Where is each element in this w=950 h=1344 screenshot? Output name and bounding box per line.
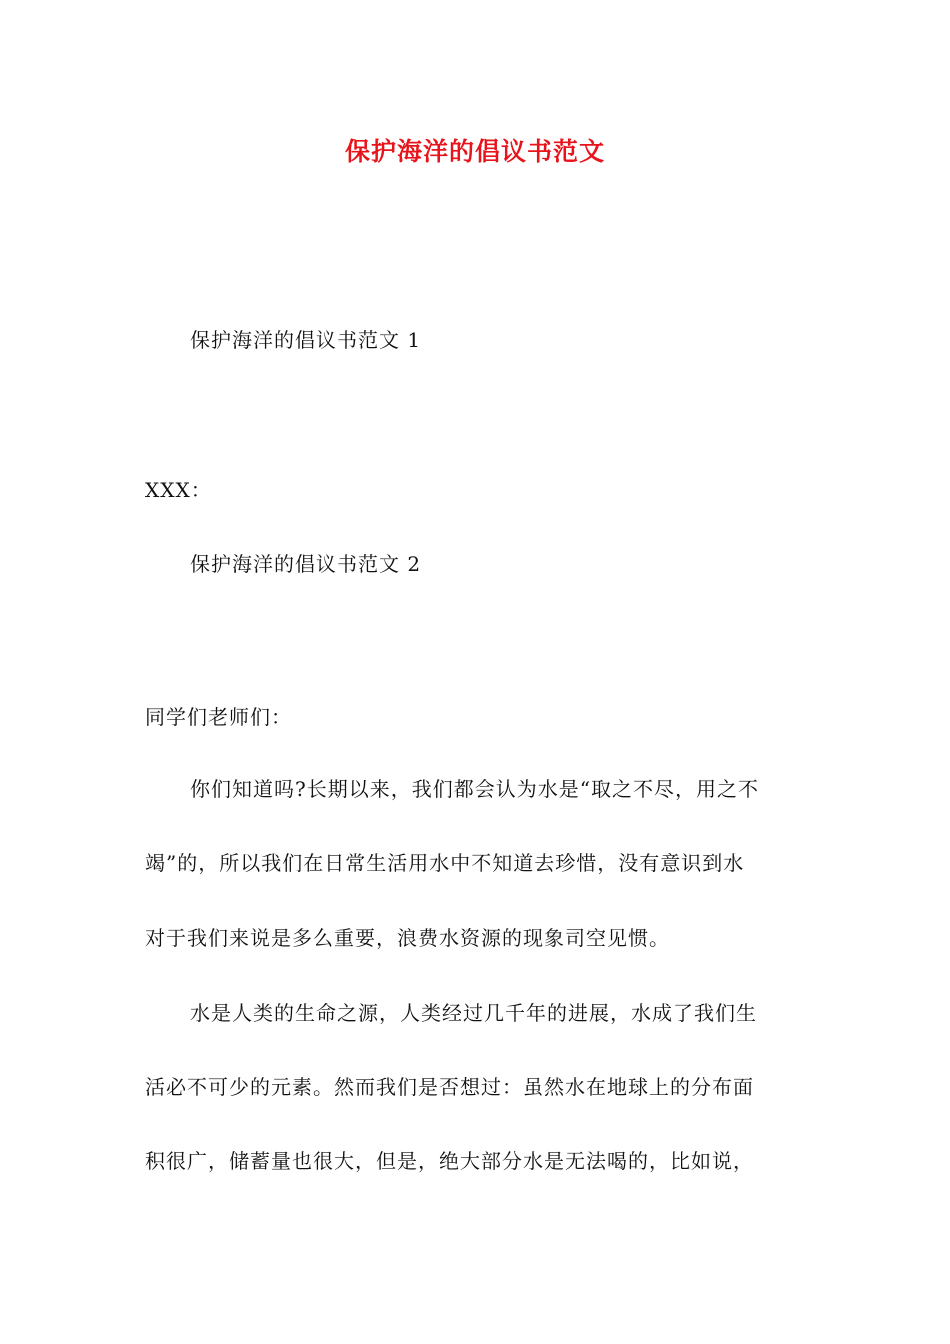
salutation-2: 同学们老师们： — [145, 705, 292, 729]
paragraph-2-line-2: 活必不可少的元素。然而我们是否想过：虽然水在地球上的分布面 — [145, 1075, 754, 1099]
salutation-1: XXX： — [145, 478, 212, 502]
section-heading-2: 保护海洋的倡议书范文 2 — [190, 552, 422, 576]
paragraph-1-line-3: 对于我们来说是多么重要，浪费水资源的现象司空见惯。 — [145, 926, 670, 950]
paragraph-2-line-3: 积很广，储蓄量也很大，但是，绝大部分水是无法喝的，比如说， — [145, 1149, 754, 1173]
paragraph-2-line-1: 水是人类的生命之源，人类经过几千年的进展，水成了我们生 — [190, 1001, 757, 1025]
document-title: 保护海洋的倡议书范文 — [344, 137, 605, 166]
paragraph-1-line-2: 竭”的，所以我们在日常生活用水中不知道去珍惜，没有意识到水 — [145, 851, 745, 875]
section-heading-1: 保护海洋的倡议书范文 1 — [190, 328, 422, 352]
paragraph-1-line-1: 你们知道吗?长期以来，我们都会认为水是“取之不尽，用之不 — [190, 777, 759, 801]
